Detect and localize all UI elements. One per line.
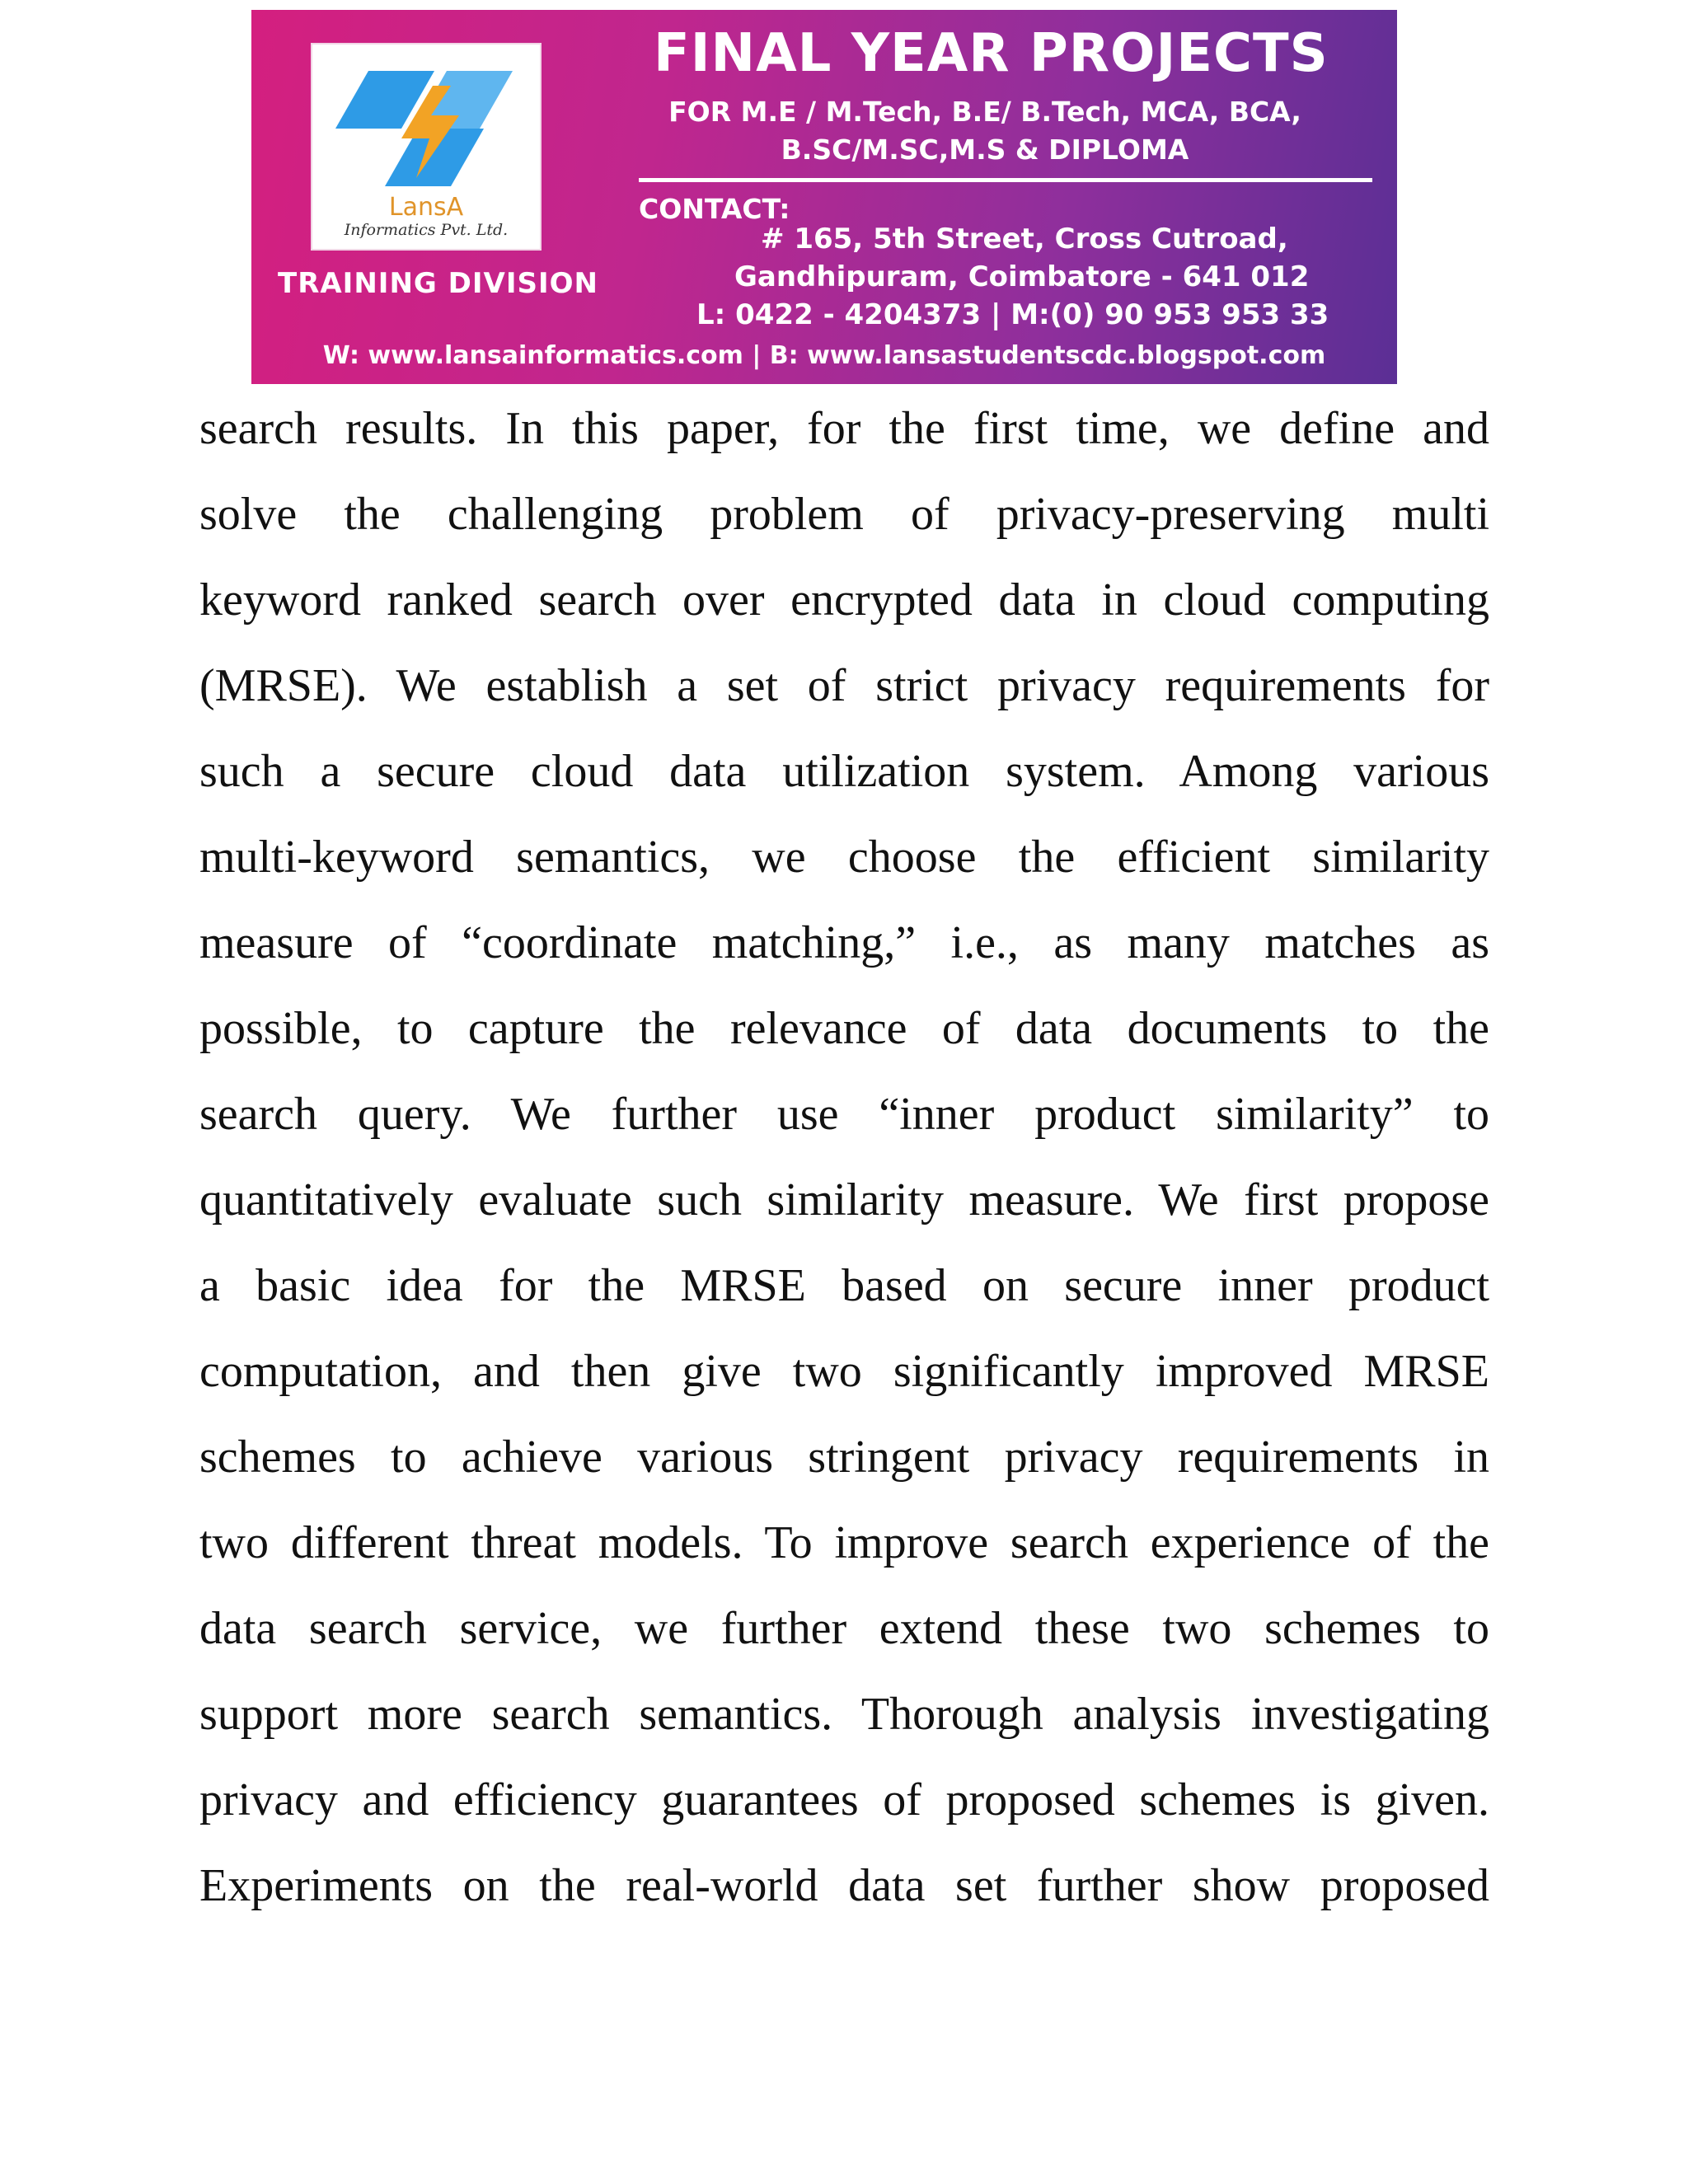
training-division-label: TRAINING DIVISION [278,267,598,300]
text-line: possible, to capture the relevance of data documents to the [199,1003,1489,1054]
logo-name: LansA [388,193,464,222]
text-line: support more search semantics. Thorough analysis investigating [199,1689,1489,1740]
header-banner [251,10,1397,384]
lansa-logo-icon [335,63,517,194]
text-line: data search service, we further extend these two schemes to [199,1603,1489,1654]
text-line: multi-keyword semantics, we choose the efficient similarity [199,832,1489,883]
banner-title: FINAL YEAR PROJECTS [654,23,1329,84]
text-line: quantitatively evaluate such similarity measure. We first propose [199,1174,1489,1226]
text-line: two different threat models. To improve search experience of the [199,1517,1489,1568]
contact-label: CONTACT: [639,193,790,225]
text-line: (MRSE). We establish a set of strict privacy requirements for [199,660,1489,711]
company-logo [311,43,542,251]
address-line-2: Gandhipuram, Coimbatore - 641 012 [734,260,1310,293]
abstract-paragraph [199,394,1489,1937]
text-line: privacy and efficiency guarantees of proposed schemes is given. [199,1774,1489,1825]
phone-line: L: 0422 - 4204373 | M:(0) 90 953 953 33 [696,298,1329,331]
text-line: computation, and then give two significantly improved MRSE [199,1346,1489,1397]
banner-divider [639,178,1372,182]
degrees-line-1: FOR M.E / M.Tech, B.E/ B.Tech, MCA, BCA, [668,96,1301,128]
text-line: keyword ranked search over encrypted data in cloud computing [199,574,1489,626]
degrees-line-2: B.SC/M.SC,M.S & DIPLOMA [781,134,1189,166]
text-line: search results. In this paper, for the first time, we define and [199,403,1489,454]
text-line: solve the challenging problem of privacy-preserving multi [199,489,1489,540]
text-line: search query. We further use “inner product similarity” to [199,1089,1489,1140]
text-line: Experiments on the real-world data set further show proposed [199,1860,1489,1911]
text-line: measure of “coordinate matching,” i.e., as many matches as [199,917,1489,968]
address-line-1: # 165, 5th Street, Cross Cutroad, [761,223,1288,255]
text-line: schemes to achieve various stringent privacy requirements in [199,1432,1489,1483]
text-line: a basic idea for the MRSE based on secure inner product [199,1260,1489,1311]
logo-subtitle: Informatics Pvt. Ltd. [344,221,509,239]
text-line: such a secure cloud data utilization system. Among various [199,746,1489,797]
website-line: W: www.lansainformatics.com | B: www.lansastudentscdc.blogspot.com [322,341,1326,370]
